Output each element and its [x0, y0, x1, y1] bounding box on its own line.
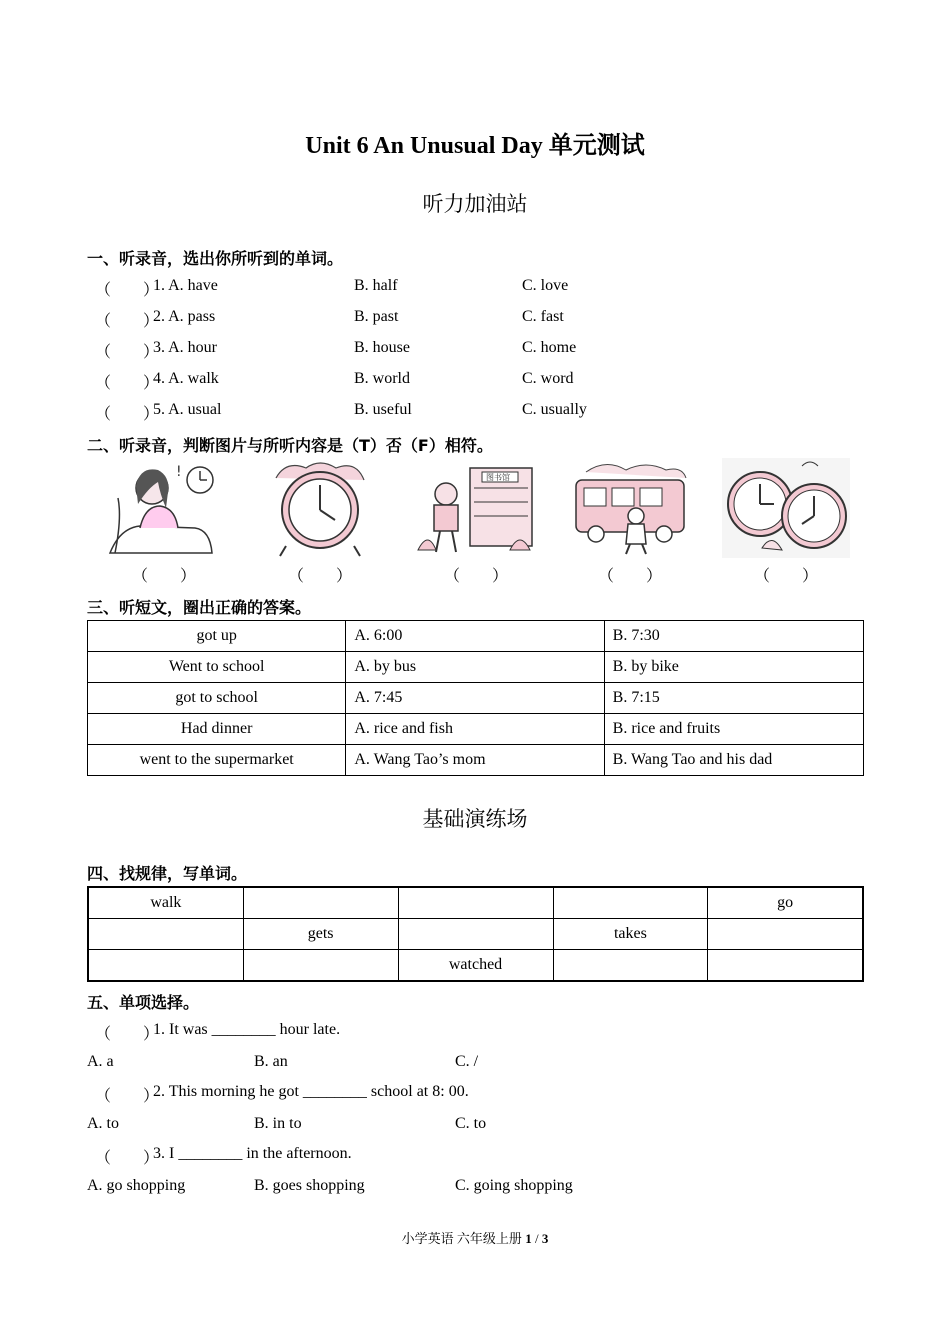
answer-paren: （ ）	[95, 282, 160, 299]
option-c: C. word	[522, 370, 574, 387]
question-row	[95, 1145, 875, 1167]
word-cell	[88, 919, 243, 950]
word-cell	[243, 887, 398, 919]
option-b-cell: B. rice and fruits	[604, 714, 863, 745]
basic-section-title: 基础演练场	[422, 807, 528, 831]
two-clocks-image	[722, 458, 850, 558]
bus-girl-image	[566, 458, 694, 558]
footer-page-number: 1	[525, 1231, 532, 1246]
question-text: 2. This morning he got ________ school at 8: 00.	[153, 1083, 469, 1100]
option-c: C. usually	[522, 401, 587, 418]
word-cell: takes	[553, 919, 708, 950]
picture-answer-paren: （ ）	[753, 568, 818, 585]
option-a-cell: A. rice and fish	[346, 714, 604, 745]
option-a-cell: A. 7:45	[346, 683, 604, 714]
question-option-a: 2. A. pass	[153, 308, 216, 325]
table-row	[88, 745, 864, 776]
option-b: B. in to	[254, 1115, 302, 1132]
answer-paren: （ ）	[95, 375, 160, 392]
question-text: 1. It was ________ hour late.	[153, 1021, 341, 1038]
listening-section-title: 听力加油站	[422, 192, 528, 216]
option-b-cell: B. by bike	[604, 652, 863, 683]
answer-paren: （ ）	[95, 1150, 160, 1167]
part1-question-row	[95, 401, 875, 423]
table-row	[88, 621, 864, 652]
question-option-a: 5. A. usual	[153, 401, 222, 418]
word-cell	[553, 887, 708, 919]
option-c: C. home	[522, 339, 577, 356]
word-cell	[398, 919, 553, 950]
part5-heading: 五、单项选择。	[87, 993, 200, 1012]
option-a: A. to	[87, 1115, 119, 1132]
option-a-cell: A. by bus	[346, 652, 604, 683]
picture-answer-paren: （ ）	[287, 568, 352, 585]
picture-answer-paren: （ ）	[597, 568, 662, 585]
part3-heading: 三、听短文，圈出正确的答案。	[87, 598, 312, 617]
part3-table	[87, 620, 864, 776]
item-cell: got up	[88, 621, 346, 652]
word-cell: go	[708, 887, 863, 919]
word-cell	[398, 887, 553, 919]
option-a-cell: A. Wang Tao’s mom	[346, 745, 604, 776]
item-cell: Had dinner	[88, 714, 346, 745]
options-row	[87, 1115, 867, 1137]
part1-heading: 一、听录音，选出你所听到的单词。	[87, 249, 344, 268]
question-option-a: 1. A. have	[153, 277, 218, 294]
word-cell	[708, 919, 863, 950]
answer-paren: （ ）	[95, 406, 160, 423]
item-cell: Went to school	[88, 652, 346, 683]
page-title: Unit 6 An Unusual Day 单元测试	[305, 133, 645, 159]
part4-table	[87, 886, 864, 982]
option-b: B. half	[354, 277, 398, 294]
part1-question-row	[95, 308, 875, 330]
footer-separator: /	[531, 1231, 542, 1246]
girl-waking-up-image	[100, 458, 228, 558]
option-b: B. goes shopping	[254, 1177, 365, 1194]
word-cell: watched	[398, 950, 553, 982]
part4-heading: 四、找规律，写单词。	[87, 864, 248, 883]
table-row	[88, 714, 864, 745]
question-row	[95, 1083, 875, 1105]
option-b-cell: B. 7:30	[604, 621, 863, 652]
word-cell: gets	[243, 919, 398, 950]
option-b: B. an	[254, 1053, 288, 1070]
option-b: B. world	[354, 370, 410, 387]
page-footer	[0, 1228, 950, 1247]
option-a-cell: A. 6:00	[346, 621, 604, 652]
table-row	[88, 919, 863, 950]
library-sign: 图书馆	[486, 473, 510, 482]
answer-paren: （ ）	[95, 1088, 160, 1105]
question-option-a: 4. A. walk	[153, 370, 219, 387]
word-cell	[708, 950, 863, 982]
option-c: C. love	[522, 277, 569, 294]
svg-text:!: !	[176, 464, 182, 480]
boy-library-image	[412, 458, 540, 558]
alarm-clock-image	[256, 458, 384, 558]
item-cell: went to the supermarket	[88, 745, 346, 776]
options-row	[87, 1053, 867, 1075]
option-b-cell: B. 7:15	[604, 683, 863, 714]
table-row	[88, 683, 864, 714]
picture-answer-paren: （ ）	[131, 568, 196, 585]
table-row	[88, 887, 863, 919]
item-cell: got to school	[88, 683, 346, 714]
answer-paren: （ ）	[95, 313, 160, 330]
options-row	[87, 1177, 867, 1199]
question-row	[95, 1021, 875, 1043]
answer-paren: （ ）	[95, 344, 160, 361]
option-c: C. to	[455, 1115, 487, 1132]
option-b: B. past	[354, 308, 399, 325]
part2-heading: 二、听录音，判断图片与所听内容是（T）否（F）相符。	[87, 436, 493, 455]
word-cell	[243, 950, 398, 982]
option-c: C. /	[455, 1053, 479, 1070]
word-cell	[553, 950, 708, 982]
part1-question-row	[95, 277, 875, 299]
word-cell: walk	[88, 887, 243, 919]
table-row	[88, 950, 863, 982]
option-c: C. fast	[522, 308, 564, 325]
part1-question-row	[95, 339, 875, 361]
answer-paren: （ ）	[95, 1026, 160, 1043]
option-a: A. a	[87, 1053, 114, 1070]
picture-answer-paren: （ ）	[443, 568, 508, 585]
table-row	[88, 652, 864, 683]
footer-text: 小学英语 六年级上册	[401, 1231, 526, 1246]
option-b: B. useful	[354, 401, 412, 418]
option-a: A. go shopping	[87, 1177, 186, 1194]
option-c: C. going shopping	[455, 1177, 573, 1194]
part1-question-row	[95, 370, 875, 392]
question-option-a: 3. A. hour	[153, 339, 217, 356]
question-text: 3. I ________ in the afternoon.	[153, 1145, 352, 1162]
word-cell	[88, 950, 243, 982]
option-b: B. house	[354, 339, 410, 356]
footer-page-total: 3	[541, 1231, 549, 1246]
option-b-cell: B. Wang Tao and his dad	[604, 745, 863, 776]
